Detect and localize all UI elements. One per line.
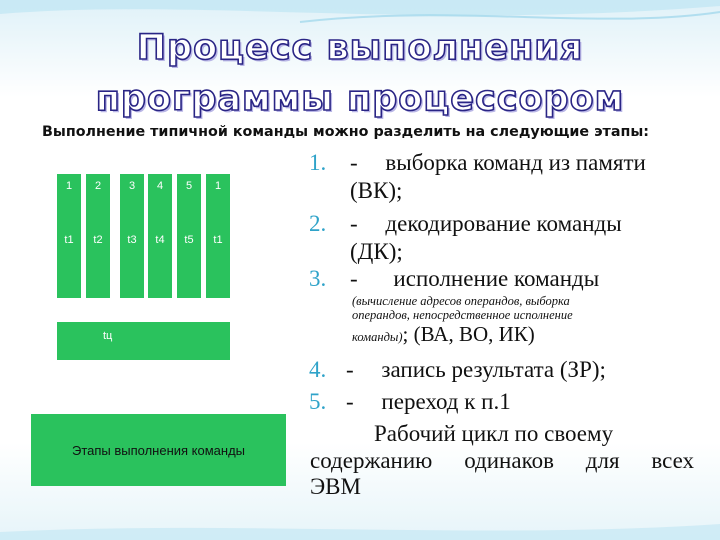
step-dash: - [346,389,354,414]
stage-label: 5 [185,180,193,192]
stage-bar-6 [206,174,230,298]
decorative-swoosh-bottom [0,510,720,540]
step-note-line [352,322,535,347]
page-title-line-1: Процесс выполнения [136,28,584,68]
stage-label: 1 [65,180,73,192]
step-note: команды) [352,330,403,344]
step-text: переход к п.1 [381,389,511,414]
step-number: 3. [309,266,327,291]
step-number: 1. [309,150,327,175]
step-text: выборка команд из памяти [385,150,646,175]
step-number: 5. [309,389,327,414]
list-item [309,389,511,415]
stage-label: 3 [128,180,136,192]
list-item [309,150,646,176]
step-dash: - [350,211,358,236]
step-dash: - [350,266,358,291]
time-label: t4 [155,234,165,246]
conclusion-line-1 [374,421,694,447]
cycle-label: tц [103,330,113,342]
subtitle: Выполнение типичной команды можно разделить на следующие этапы: [42,124,650,140]
step-text: исполнение команды [393,266,600,291]
step-text: запись результата (ЗР); [381,357,606,382]
time-label: t3 [127,234,137,246]
time-label: t1 [64,234,74,246]
diagram-caption [31,414,286,486]
step-dash: - [350,150,358,175]
stage-bar-5 [177,174,201,298]
step-text: декодирование команды [385,211,622,236]
time-label: t2 [93,234,103,246]
time-label: t1 [213,234,223,246]
stage-bar-1 [57,174,81,298]
stage-bar-3 [120,174,144,298]
stage-label: 4 [156,180,164,192]
caption-text: Этапы выполнения команды [71,442,246,458]
step-continuation: (ВК); [350,178,403,203]
list-item [309,211,622,237]
time-label: t5 [184,234,194,246]
stage-label: 2 [94,180,102,192]
stage-label: 1 [214,180,222,192]
step-dash: - [346,357,354,382]
conclusion-line-3: ЭВМ [310,474,361,499]
cycle-bar [57,322,230,360]
stage-bar-4 [148,174,172,298]
step-note: операндов, непосредственное исполнение [352,308,573,322]
conclusion-text: Рабочий цикл по своему [374,421,614,446]
step-number: 2. [309,211,327,236]
step-suffix: ; (ВА, ВО, ИК) [402,322,535,346]
step-number: 4. [309,357,327,382]
step-continuation: (ДК); [350,239,403,264]
list-item [309,357,606,383]
step-note: (вычисление адресов операндов, выборка [352,294,570,308]
conclusion-line-2: содержанию одинаков для всех [310,448,694,473]
stage-bar-2 [86,174,110,298]
list-item [309,266,599,292]
page-title-line-2: программы процессором [95,79,625,119]
